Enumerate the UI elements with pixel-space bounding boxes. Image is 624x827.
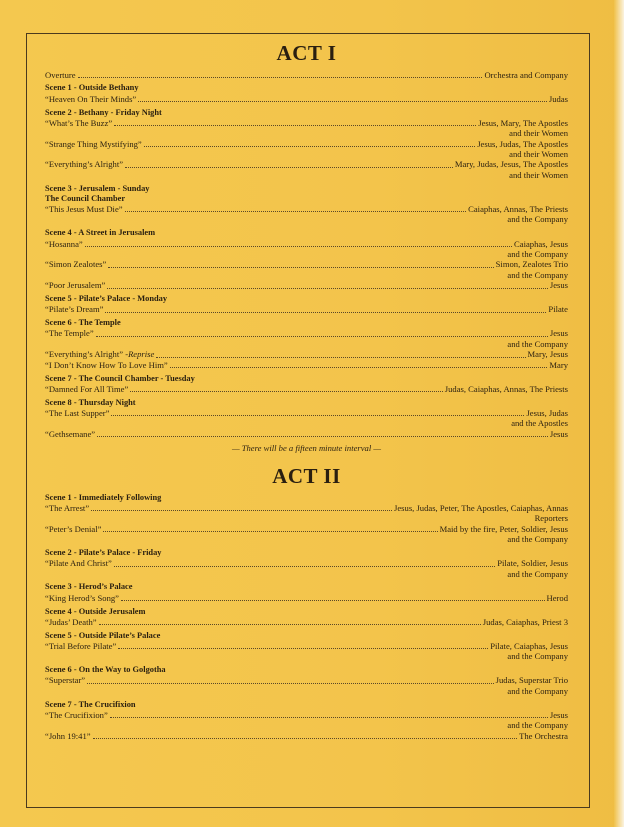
dot-leader <box>96 336 548 337</box>
performers: Maid by the fire, Peter, Soldier, Jesus <box>439 523 568 534</box>
song-row <box>45 408 568 418</box>
song-row <box>45 118 568 128</box>
reprise-label: Reprise <box>128 349 155 360</box>
scene-heading: Scene 2 - Bethany - Friday Night <box>45 107 162 117</box>
performers: Orchestra and Company <box>484 69 568 80</box>
dot-leader <box>125 167 453 168</box>
song-title: “Heaven On Their Minds” <box>45 93 137 104</box>
performers-continued: and the Company <box>507 248 568 259</box>
scene-heading: The Council Chamber <box>45 193 126 203</box>
song-title: “John 19:41” <box>45 730 91 741</box>
performers: Jesus, Judas, The Apostles <box>477 138 568 149</box>
song-row <box>45 731 568 741</box>
song-row <box>45 641 568 651</box>
performers-continued: and their Women <box>509 148 568 159</box>
performers-continued: and the Company <box>507 720 568 731</box>
song-title: “Damned For All Time” <box>45 383 129 394</box>
dot-leader <box>114 566 495 567</box>
overture-entry <box>45 70 568 80</box>
song-row <box>45 94 568 104</box>
song-title: “Strange Thing Mystifying” <box>45 138 142 149</box>
scene-heading: Scene 6 - The Temple <box>45 318 121 328</box>
dot-leader <box>97 436 548 437</box>
scene-heading: Scene 7 - The Crucifixion <box>45 699 136 709</box>
performers-continued: and the Company <box>507 269 568 280</box>
scene-heading: Scene 5 - Pilate’s Palace - Monday <box>45 294 168 304</box>
performers-continued: and their Women <box>509 169 568 180</box>
dot-leader <box>103 531 437 532</box>
song-row <box>45 429 568 439</box>
scene-heading: Scene 1 - Outside Bethany <box>45 83 139 93</box>
song-title: “I Don’t Know How To Love Him” <box>45 359 168 370</box>
dot-leader <box>108 267 493 268</box>
act-title: ACT II <box>272 464 341 489</box>
performers: Pilate <box>548 304 568 315</box>
dot-leader <box>114 125 476 126</box>
dot-leader <box>144 146 475 147</box>
dot-leader <box>118 648 488 649</box>
song-row <box>45 384 568 394</box>
song-row <box>45 328 568 338</box>
song-row <box>45 524 568 534</box>
song-row <box>45 503 568 513</box>
performers-continued: and the Company <box>507 651 568 662</box>
performers: Pilate, Caiaphas, Jesus <box>490 640 568 651</box>
scene-block <box>45 548 568 579</box>
song-title: “What’s The Buzz” <box>45 117 113 128</box>
dot-leader <box>170 367 548 368</box>
scene-block <box>45 374 568 395</box>
scene-heading: Scene 7 - The Council Chamber - Tuesday <box>45 373 195 383</box>
act-1-section <box>45 40 568 439</box>
song-title: “Judas’ Death” <box>45 616 97 627</box>
song-title: “Peter’s Denial” <box>45 523 102 534</box>
scene-heading: Scene 6 - On the Way to Golgotha <box>45 665 166 675</box>
song-row <box>45 304 568 314</box>
scene-block <box>45 607 568 628</box>
song-title: “Superstar” <box>45 675 86 686</box>
song-row <box>45 593 568 603</box>
song-row <box>45 360 568 370</box>
dot-leader <box>99 624 481 625</box>
performers: Jesus <box>549 428 568 439</box>
performers: Caiaphas, Annas, The Priests <box>468 204 568 215</box>
performers: Jesus <box>549 709 568 720</box>
page-edge <box>614 0 624 827</box>
dot-leader <box>91 510 392 511</box>
dot-leader <box>93 738 517 739</box>
performers: Judas, Superstar Trio <box>495 675 568 686</box>
dot-leader <box>105 312 546 313</box>
song-title: “Everything’s Alright” <box>45 159 124 170</box>
song-row <box>45 710 568 720</box>
performers: Judas <box>548 93 568 104</box>
dot-leader <box>87 683 494 684</box>
song-row <box>45 675 568 685</box>
interval-note: — There will be a fifteen minute interval — <box>231 443 382 454</box>
dot-leader <box>111 415 524 416</box>
performers: Jesus <box>549 328 568 339</box>
scene-block <box>45 228 568 290</box>
song-row <box>45 617 568 627</box>
song-row <box>45 280 568 290</box>
dot-leader <box>125 211 467 212</box>
performers: Mary <box>549 359 568 370</box>
act-2-section <box>45 463 568 741</box>
scene-heading: Scene 2 - Pilate’s Palace - Friday <box>45 547 162 557</box>
scene-block <box>45 631 568 662</box>
performers-continued: and the Company <box>507 568 568 579</box>
scene-block <box>45 294 568 315</box>
performers: Simon, Zealotes Trio <box>495 259 568 270</box>
song-row <box>45 159 568 169</box>
scene-heading: Scene 5 - Outside Pilate’s Palace <box>45 630 161 640</box>
song-row <box>45 204 568 214</box>
performers-continued: Reporters <box>534 513 568 524</box>
performers: Jesus, Judas, Peter, The Apostles, Caiaphas, Annas <box>394 502 568 513</box>
song-title: “The Arrest” <box>45 502 90 513</box>
scene-heading: Scene 4 - A Street in Jerusalem <box>45 228 156 238</box>
song-title: “Poor Jerusalem” <box>45 280 106 291</box>
dot-leader <box>110 717 548 718</box>
song-title: Overture <box>45 69 76 80</box>
performers-continued: and their Women <box>509 128 568 139</box>
scene-block <box>45 108 568 181</box>
scene-block <box>45 318 568 370</box>
performers-continued: and the Company <box>507 685 568 696</box>
song-row <box>45 558 568 568</box>
performers: Mary, Judas, Jesus, The Apostles <box>454 159 568 170</box>
scene-block <box>45 83 568 104</box>
scene-block <box>45 700 568 741</box>
scene-block <box>45 398 568 439</box>
song-title: “Pilate’s Dream” <box>45 304 104 315</box>
performers: Mary, Jesus <box>527 349 568 360</box>
song-title: “Simon Zealotes” <box>45 259 107 270</box>
scene-block <box>45 184 568 225</box>
act-title: ACT I <box>276 41 337 65</box>
scene-block <box>45 665 568 696</box>
song-title: “Gethsemane” <box>45 428 96 439</box>
song-row <box>45 239 568 249</box>
song-title: “The Crucifixion” <box>45 709 108 720</box>
scene-heading: Scene 3 - Jerusalem - Sunday <box>45 183 150 193</box>
song-title: “King Herod’s Song” <box>45 592 119 603</box>
dot-leader <box>121 600 545 601</box>
scene-heading: Scene 1 - Immediately Following <box>45 492 162 502</box>
dot-leader <box>138 101 547 102</box>
performers-continued: and the Apostles <box>511 418 568 429</box>
song-row <box>45 259 568 269</box>
song-title: “Hosanna” <box>45 238 83 249</box>
performers-continued: and the Company <box>507 214 568 225</box>
song-title: “Everything’s Alright” - <box>45 349 129 360</box>
performers: Judas, Caiaphas, Annas, The Priests <box>444 383 568 394</box>
dot-leader <box>130 391 442 392</box>
song-title: “Trial Before Pilate” <box>45 640 117 651</box>
scene-heading: Scene 3 - Herod’s Palace <box>45 582 133 592</box>
performers-continued: and the Company <box>507 338 568 349</box>
dot-leader <box>156 357 525 358</box>
dot-leader <box>85 246 512 247</box>
dot-leader <box>107 288 547 289</box>
song-row <box>45 139 568 149</box>
song-title: “Pilate And Christ” <box>45 558 112 569</box>
programme-content <box>45 40 568 741</box>
scene-block <box>45 493 568 545</box>
performers: Jesus, Judas <box>526 407 568 418</box>
song-title: “This Jesus Must Die” <box>45 204 123 215</box>
dot-leader <box>78 77 483 78</box>
song-row <box>45 349 568 359</box>
song-title: “The Temple” <box>45 328 94 339</box>
scene-heading: Scene 4 - Outside Jerusalem <box>45 606 146 616</box>
performers: Caiaphas, Jesus <box>514 238 568 249</box>
performers: Judas, Caiaphas, Priest 3 <box>482 616 568 627</box>
scene-heading: Scene 8 - Thursday Night <box>45 397 136 407</box>
performers: Herod <box>546 592 568 603</box>
performers: Jesus <box>549 280 568 291</box>
performers: Pilate, Soldier, Jesus <box>497 558 568 569</box>
song-row <box>45 70 568 80</box>
performers-continued: and the Company <box>507 534 568 544</box>
scene-block <box>45 582 568 603</box>
performers: The Orchestra <box>519 730 568 741</box>
performers: Jesus, Mary, The Apostles <box>478 117 568 128</box>
song-title: “The Last Supper” <box>45 407 110 418</box>
